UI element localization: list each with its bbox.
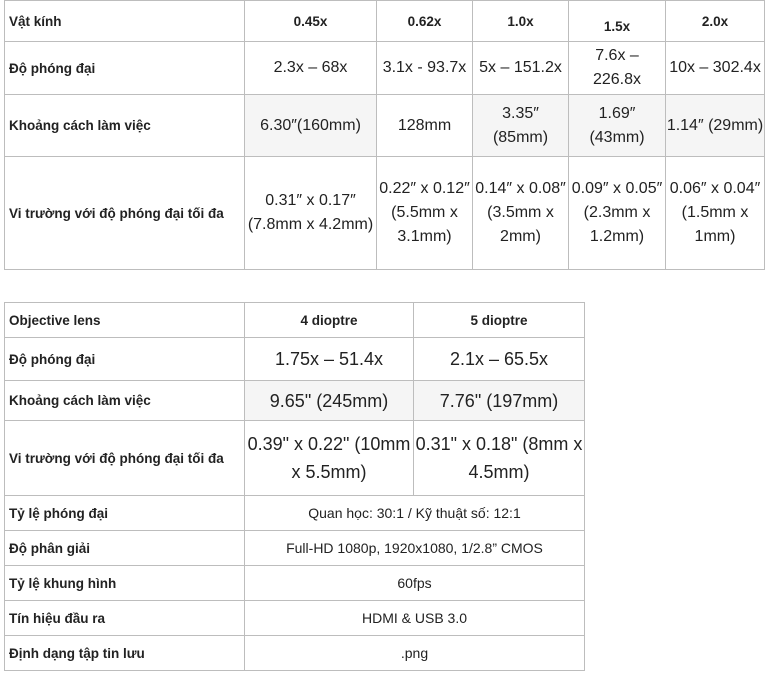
table-cell: 5x – 151.2x <box>473 42 569 95</box>
table-header-row <box>5 1 765 42</box>
table-row <box>5 381 585 421</box>
table-cell: 0.09″ x 0.05″ (2.3mm x 1.2mm) <box>569 157 666 270</box>
table-cell: 1.75x – 51.4x <box>245 338 414 381</box>
table-cell: 9.65" (245mm) <box>245 381 414 421</box>
table-cell: 0.39" x 0.22" (10mm x 5.5mm) <box>245 421 414 496</box>
table-row <box>5 531 585 566</box>
header-cell-4-dioptre: 4 dioptre <box>245 303 414 338</box>
row-label-field-of-view: Vi trường với độ phóng đại tối đa <box>5 157 245 270</box>
table-cell: Quan học: 30:1 / Kỹ thuật số: 12:1 <box>245 496 585 531</box>
table-row <box>5 421 585 496</box>
header-cell-045x: 0.45x <box>245 1 377 42</box>
row-label-frame-rate: Tỷ lệ khung hình <box>5 566 245 601</box>
table-cell: 7.6x – 226.8x <box>569 42 666 95</box>
header-cell-label: Vật kính <box>5 1 245 42</box>
table-row <box>5 601 585 636</box>
row-label-zoom-ratio: Tỷ lệ phóng đại <box>5 496 245 531</box>
table-header-row <box>5 303 585 338</box>
row-label-field-of-view: Vi trường với độ phóng đại tối đa <box>5 421 245 496</box>
header-cell-062x: 0.62x <box>377 1 473 42</box>
table-cell: .png <box>245 636 585 671</box>
table-cell: 0.31" x 0.18" (8mm x 4.5mm) <box>414 421 585 496</box>
table-row <box>5 95 765 157</box>
header-cell-label: Objective lens <box>5 303 245 338</box>
header-cell-5-dioptre: 5 dioptre <box>414 303 585 338</box>
table-cell: 3.35″ (85mm) <box>473 95 569 157</box>
table-row <box>5 636 585 671</box>
table-cell: Full-HD 1080p, 1920x1080, 1/2.8” CMOS <box>245 531 585 566</box>
table-cell: 0.06″ x 0.04″ (1.5mm x 1mm) <box>666 157 765 270</box>
table-row <box>5 566 585 601</box>
row-label-working-distance: Khoảng cách làm việc <box>5 95 245 157</box>
objective-spec-table <box>4 0 765 270</box>
table-cell: 1.14″ (29mm) <box>666 95 765 157</box>
table-cell: HDMI & USB 3.0 <box>245 601 585 636</box>
table-row <box>5 496 585 531</box>
table-cell: 3.1x - 93.7x <box>377 42 473 95</box>
table-cell: 6.30″(160mm) <box>245 95 377 157</box>
table-cell: 60fps <box>245 566 585 601</box>
row-label-working-distance: Khoảng cách làm việc <box>5 381 245 421</box>
table-cell: 0.14″ x 0.08″ (3.5mm x 2mm) <box>473 157 569 270</box>
table-cell: 0.22″ x 0.12″ (5.5mm x 3.1mm) <box>377 157 473 270</box>
table-row <box>5 338 585 381</box>
table-row <box>5 157 765 270</box>
table-cell: 128mm <box>377 95 473 157</box>
table-cell: 1.69″ (43mm) <box>569 95 666 157</box>
table-cell: 10x – 302.4x <box>666 42 765 95</box>
table-row <box>5 42 765 95</box>
table-cell: 0.31″ x 0.17″ (7.8mm x 4.2mm) <box>245 157 377 270</box>
header-cell-20x: 2.0x <box>666 1 765 42</box>
header-cell-15x: 1.5x <box>569 1 666 42</box>
table-cell: 2.1x – 65.5x <box>414 338 585 381</box>
row-label-output-signal: Tín hiệu đầu ra <box>5 601 245 636</box>
table-cell: 7.76" (197mm) <box>414 381 585 421</box>
header-cell-10x: 1.0x <box>473 1 569 42</box>
dioptre-spec-table <box>4 302 585 671</box>
row-label-resolution: Độ phân giải <box>5 531 245 566</box>
row-label-file-format: Định dạng tập tin lưu <box>5 636 245 671</box>
table-cell: 2.3x – 68x <box>245 42 377 95</box>
row-label-magnification: Độ phóng đại <box>5 42 245 95</box>
row-label-magnification: Độ phóng đại <box>5 338 245 381</box>
